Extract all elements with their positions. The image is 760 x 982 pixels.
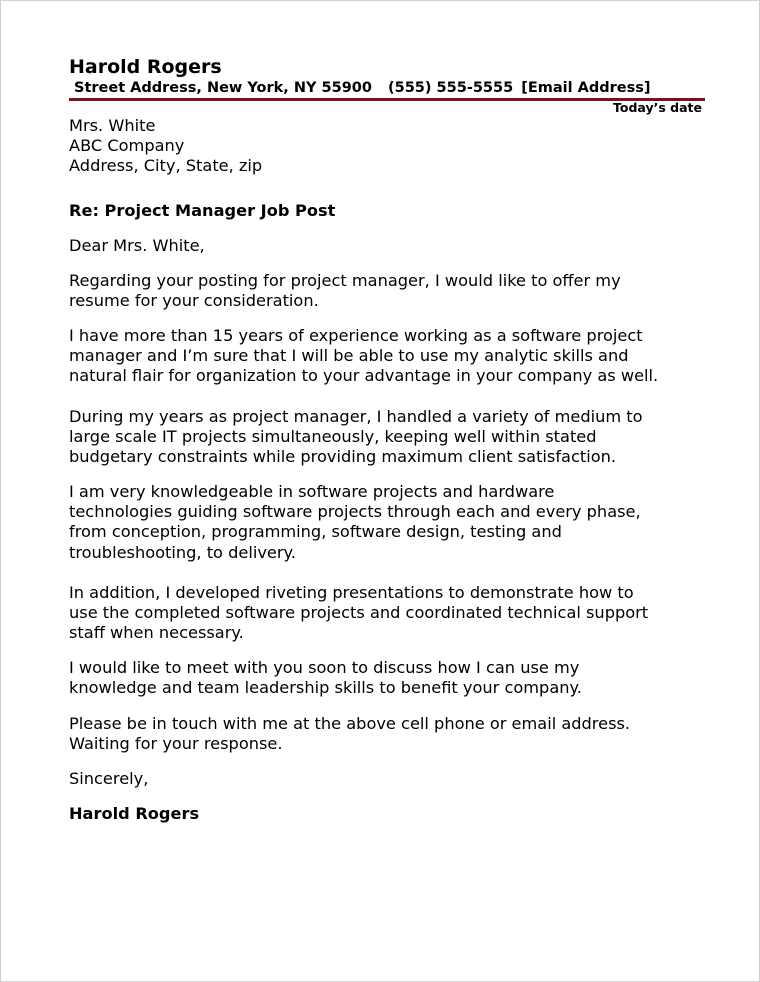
paragraph-line: resume for your consideration. xyxy=(69,291,319,311)
paragraph-line: large scale IT projects simultaneously, keeping well within stated xyxy=(69,427,597,447)
paragraph-2 xyxy=(69,326,709,387)
paragraph-6 xyxy=(69,658,709,698)
paragraph-line: knowledge and team leadership skills to benefit your company. xyxy=(69,678,582,698)
paragraph-line: I have more than 15 years of experience working as a software project xyxy=(69,326,643,345)
sender-email: [Email Address] xyxy=(521,80,651,96)
sender-street-address: Street Address, New York, NY 55900 xyxy=(74,80,372,96)
paragraph-line: I am very knowledgeable in software projects and hardware xyxy=(69,482,555,501)
closing: Sincerely, xyxy=(69,769,149,788)
paragraph-3 xyxy=(69,407,709,468)
paragraph-line: Waiting for your response. xyxy=(69,734,283,754)
salutation: Dear Mrs. White, xyxy=(69,236,205,255)
paragraph-4 xyxy=(69,482,709,563)
paragraph-line: technologies guiding software projects through each and every phase, xyxy=(69,502,641,522)
letterhead-divider xyxy=(69,98,705,101)
paragraph-line: natural flair for organization to your advantage in your company as well. xyxy=(69,366,659,386)
signature-name: Harold Rogers xyxy=(69,804,200,823)
paragraph-line: During my years as project manager, I handled a variety of medium to xyxy=(69,407,643,426)
paragraph-line: I would like to meet with you soon to discuss how I can use my xyxy=(69,658,580,677)
paragraph-line: troubleshooting, to delivery. xyxy=(69,542,296,562)
paragraph-line: manager and I’m sure that I will be able to use my analytic skills and xyxy=(69,346,629,366)
letter-date: Today’s date xyxy=(613,100,702,115)
paragraph-line: from conception, programming, software design, testing and xyxy=(69,522,562,542)
recipient-name: Mrs. White xyxy=(69,116,156,135)
paragraph-1 xyxy=(69,271,709,311)
paragraph-line: budgetary constraints while providing maximum client satisfaction. xyxy=(69,447,617,467)
recipient-company: ABC Company xyxy=(69,136,185,156)
subject-line: Re: Project Manager Job Post xyxy=(69,201,336,220)
sender-contact-line xyxy=(74,79,650,97)
recipient-address: Address, City, State, zip xyxy=(69,156,263,176)
sender-name: Harold Rogers xyxy=(69,56,222,78)
paragraph-7 xyxy=(69,714,709,754)
paragraph-line: Regarding your posting for project manager, I would like to offer my xyxy=(69,271,621,290)
paragraph-line: Please be in touch with me at the above cell phone or email address. xyxy=(69,714,631,733)
sender-phone: (555) 555-5555 xyxy=(387,80,514,96)
paragraph-5 xyxy=(69,583,709,644)
recipient-block xyxy=(69,116,709,177)
paragraph-line: use the completed software projects and coordinated technical support xyxy=(69,603,649,623)
paragraph-line: staff when necessary. xyxy=(69,623,244,643)
paragraph-line: In addition, I developed riveting presentations to demonstrate how to xyxy=(69,583,634,602)
